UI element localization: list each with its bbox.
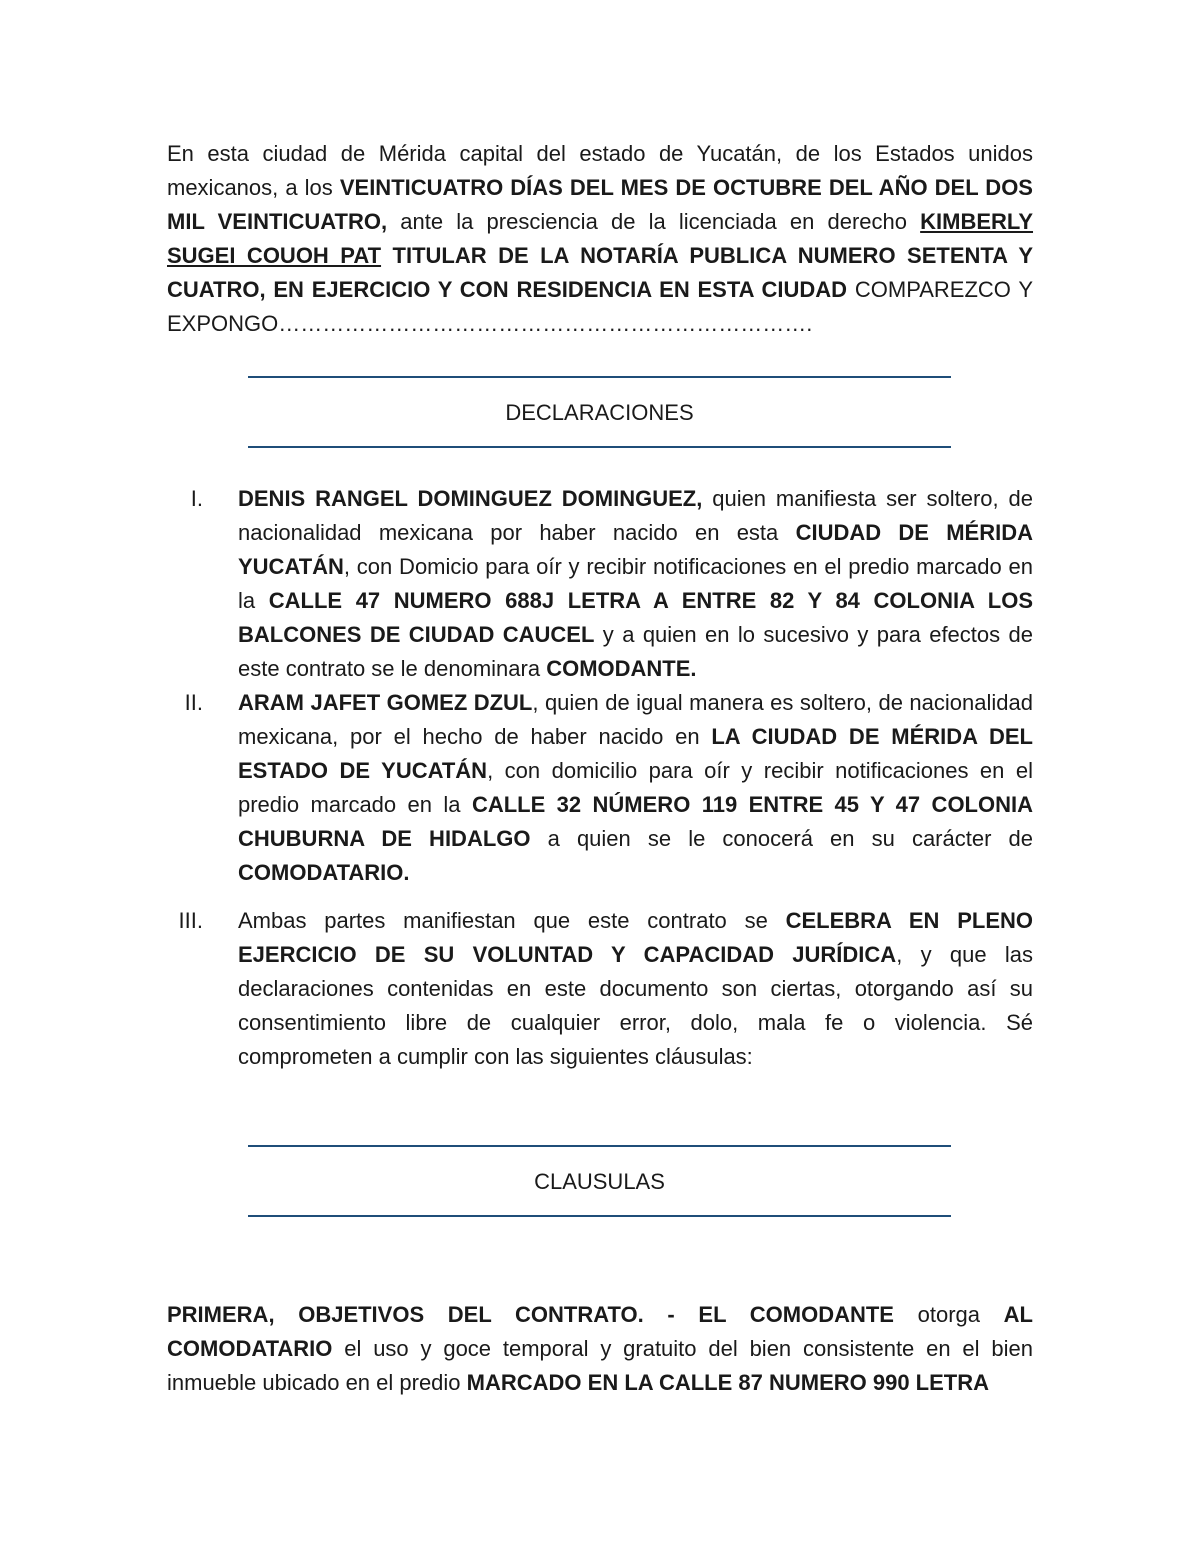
declaration-span: , con domicilio para oír y recibir notificaciones en el predio marcado en la xyxy=(238,758,1033,817)
notary-name: KIMBERLY SUGEI COUOH PAT xyxy=(167,209,1034,268)
clause-bold: MARCADO EN LA CALLE 87 NUMERO 990 LETRA xyxy=(466,1370,989,1395)
declaration-span: , con Domicio para oír y recibir notificaciones en el predio marcado en la xyxy=(238,554,1033,613)
clausulas-heading: CLAUSULAS xyxy=(534,1169,665,1194)
clause-title: PRIMERA, OBJETIVOS DEL CONTRATO. - EL COMODANTE xyxy=(167,1302,894,1327)
intro-text-3: COMPAREZCO Y EXPONGO………………………………………………………………. xyxy=(167,277,1033,336)
clause-span: otorga xyxy=(893,1302,1004,1327)
declaration-span: a quien se le conocerá en su carácter de xyxy=(530,826,1033,851)
declaration-span: , y que las declaraciones contenidas en este documento son ciertas, otorgando así su consentimiento libre de cualquier error, dolo, mala fe o violencia. Sé comprometen a cumplir con las siguientes cláusulas: xyxy=(238,942,1034,1069)
clausulas-bottom-rule xyxy=(248,1215,951,1217)
declaration-number: II. xyxy=(184,690,203,715)
declaration-text xyxy=(238,904,1033,1074)
declaration-span: y a quien en lo sucesivo y para efectos de este contrato se le denominara xyxy=(238,622,1034,681)
declaration-bold: CELEBRA EN PLENO EJERCICIO DE SU VOLUNTAD Y CAPACIDAD JURÍDICA xyxy=(238,908,1034,967)
declaration-bold: CALLE 32 NÚMERO 119 ENTRE 45 Y 47 COLONIA CHUBURNA DE HIDALGO xyxy=(238,792,1033,851)
declaration-span: Ambas partes manifiestan que este contrato se xyxy=(238,908,786,933)
declaration-bold: COMODATARIO. xyxy=(238,860,410,885)
notary-title: TITULAR DE LA NOTARÍA PUBLICA NUMERO SETENTA Y CUATRO, EN EJERCICIO Y CON RESIDENCIA EN ESTA CIUDAD xyxy=(167,243,1034,302)
intro-date: VEINTICUATRO DÍAS DEL MES DE OCTUBRE DEL AÑO DEL DOS MIL VEINTICUATRO, xyxy=(167,175,1033,234)
declaration-bold: CALLE 47 NUMERO 688J LETRA A ENTRE 82 Y 84 COLONIA LOS BALCONES DE CIUDAD CAUCEL xyxy=(238,588,1033,647)
declaration-text xyxy=(238,686,1033,890)
intro-paragraph xyxy=(167,137,1033,341)
clause-primera-paragraph xyxy=(167,1298,1033,1400)
declaration-number: III. xyxy=(178,908,203,933)
declaration-bold: COMODANTE. xyxy=(546,656,697,681)
clausulas-top-rule xyxy=(248,1145,951,1147)
intro-text-1: En esta ciudad de Mérida capital del estado de Yucatán, de los Estados unidos mexicanos, a los xyxy=(167,141,1033,200)
declaration-number: I. xyxy=(190,486,203,511)
clause-bold: AL COMODATARIO xyxy=(167,1302,1033,1361)
party-name: DENIS RANGEL DOMINGUEZ DOMINGUEZ, xyxy=(238,486,703,511)
party-name: ARAM JAFET GOMEZ DZUL xyxy=(238,690,533,715)
clause-span: el uso y goce temporal y gratuito del bien consistente en el bien inmueble ubicado en el predio xyxy=(167,1336,1033,1395)
declaration-span: , quien de igual manera es soltero, de nacionalidad mexicana, por el hecho de haber nacido en xyxy=(238,690,1033,749)
declaration-text xyxy=(238,482,1033,686)
declaration-span: quien manifiesta ser soltero, de nacionalidad mexicana por haber nacido en esta xyxy=(238,486,1033,545)
declaraciones-bottom-rule xyxy=(248,446,951,448)
declaration-bold: LA CIUDAD DE MÉRIDA DEL ESTADO DE YUCATÁN xyxy=(238,724,1033,783)
intro-text-2: ante la presciencia de la licenciada en derecho xyxy=(387,209,921,234)
declaration-bold: CIUDAD DE MÉRIDA YUCATÁN xyxy=(238,520,1033,579)
declaraciones-top-rule xyxy=(248,376,951,378)
declaraciones-heading: DECLARACIONES xyxy=(505,400,694,425)
